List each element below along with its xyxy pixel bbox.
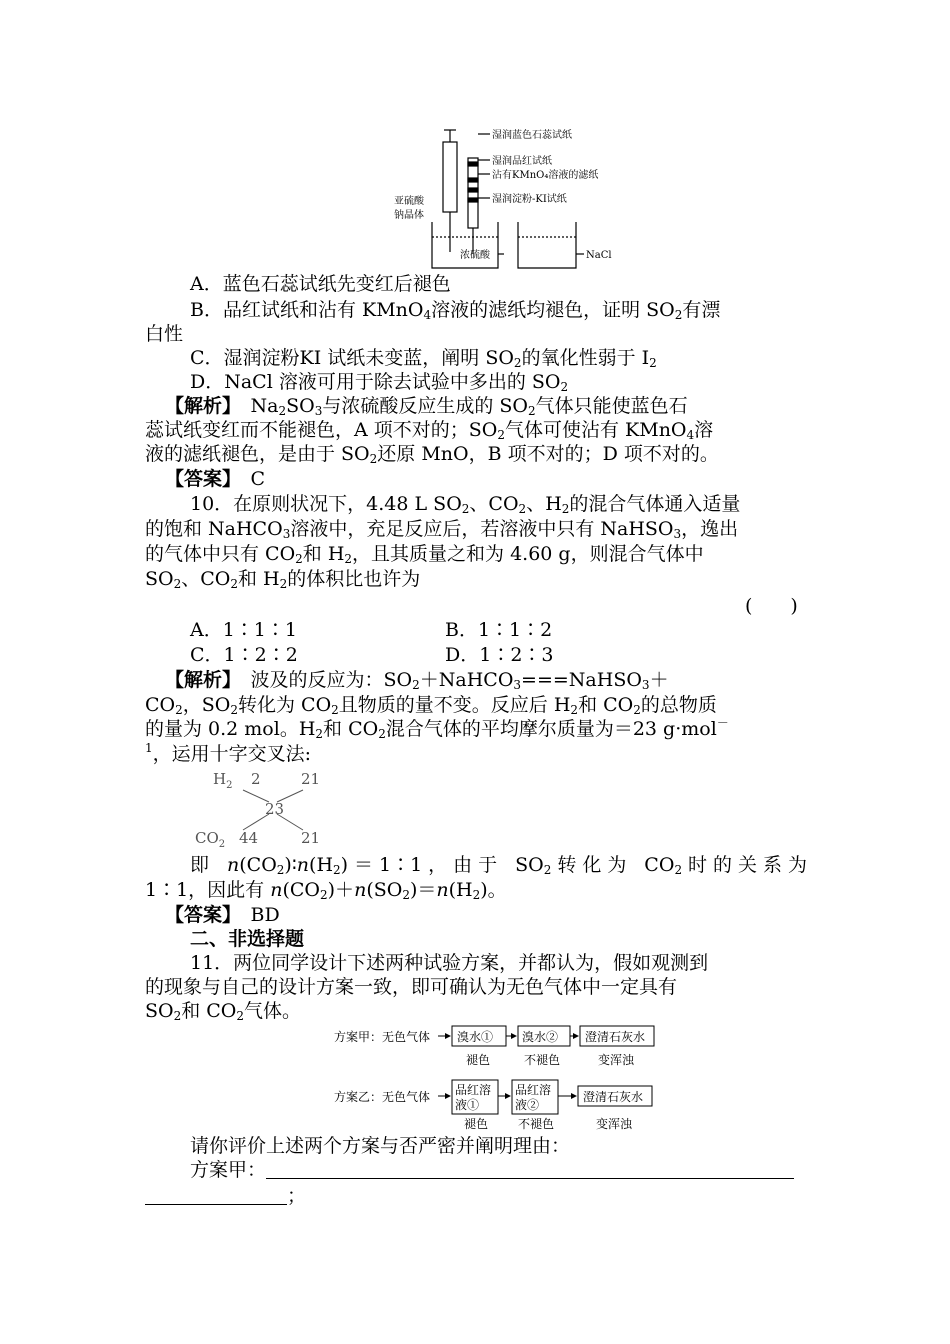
cross-method-diagram — [195, 768, 355, 848]
label-conc-h2so4: 浓硫酸 — [460, 250, 490, 261]
q9-answer: 【答案】 C — [165, 468, 266, 490]
label-sulfite: 亚硫酸 — [394, 196, 424, 207]
q10-stem-3: 的气体中只有 $CO_2$和 $H_2$，且其质量之和为 4.60 g，则混合气体中 — [145, 543, 704, 566]
scheme-b-obs3: 变浑浊 — [596, 1117, 633, 1131]
scheme-flow-diagram — [330, 1022, 660, 1132]
q10-option-d: D．1∶2∶3 — [445, 644, 554, 666]
section-heading-nonchoice: 二、非选择题 — [190, 928, 305, 950]
cross-mid-23: 23 — [265, 800, 285, 818]
q11-stem-1: 11．两位同学设计下述两种试验方案，并都认为，假如观测到 — [190, 952, 709, 974]
cross-co2: $CO_2$ — [195, 829, 226, 848]
q10-explanation-6: 1∶1，因此有 $n(CO_2)+n(SO_2)=n(H_2)$。 — [145, 879, 507, 902]
cross-value-2: 2 — [251, 770, 261, 788]
q11-prompt: 请你评价上述两个方案与否严密并阐明理由： — [190, 1135, 571, 1157]
scheme-b-box1-line2: 液① — [455, 1098, 480, 1112]
q10-stem-1: 10．在原则状况下，4.48 L $SO_2$、$CO_2$、$H_2$的混合气体通入适量 — [190, 493, 741, 516]
q10-explanation-1: 【解析】 波及的反应为：$SO_2+NaHCO_3===NaHSO_3+$ — [165, 669, 669, 692]
q11-stem-3: $SO_2$和 $CO_2$气体。 — [145, 1000, 302, 1023]
label-crystal: 钠晶体 — [394, 210, 424, 221]
scheme-a-box1: 溴水① — [457, 1030, 494, 1044]
scheme-b-obs2: 不褪色 — [518, 1117, 555, 1131]
q9-explanation-3: 液的滤纸褪色，是由于 $SO_2$还原 MnO，B 项不对的；D 项不对的。 — [145, 443, 719, 466]
q10-stem-2: 的饱和 NaHCO$_3$溶液中，充足反应后，若溶液中只有 NaHSO$_3$，逸出 — [145, 518, 739, 541]
q9-option-c: C．湿润淀粉KI 试纸未变蓝，阐明 $SO_2$的氧化性弱于 $I_2$ — [190, 347, 657, 370]
q11-scheme-a-answer-cont: ； — [145, 1184, 807, 1208]
q9-option-d: D．NaCl 溶液可用于除去试验中多出的 $SO_2$ — [190, 371, 569, 394]
q10-explanation-3: 的量为 0.2 mol。$H_2$和 $CO_2$混合气体的平均摩尔质量为＝23 g·mol－ — [145, 716, 729, 741]
q11-scheme-a-answer: 方案甲： — [190, 1158, 807, 1182]
q11-stem-2: 的现象与自己的设计方案一致，即可确认为无色气体中一定具有 — [145, 976, 678, 998]
scheme-b-box3: 澄清石灰水 — [583, 1090, 644, 1104]
label-kmno4-paper: 沾有KMnO₄溶液的滤纸 — [492, 170, 599, 181]
scheme-a-box2: 溴水② — [522, 1030, 559, 1044]
scheme-a-box3: 澄清石灰水 — [585, 1030, 646, 1044]
scheme-b-label: 方案乙：无色气体 — [334, 1090, 431, 1104]
q10-stem-4: $SO_2$、$CO_2$和 $H_2$的体积比也许为 — [145, 568, 421, 591]
scheme-b-obs1: 褪色 — [464, 1117, 489, 1131]
cross-value-21-bottom: 21 — [301, 829, 321, 847]
q10-answer: 【答案】 BD — [165, 904, 280, 926]
answer-blank-line-2[interactable] — [145, 1186, 287, 1205]
q9-explanation-2: 蕊试纸变红而不能褪色，A 项不对的；$SO_2$气体可使沾有 KMnO$_4$溶 — [145, 419, 714, 442]
apparatus-figure — [380, 122, 620, 272]
cross-h2: $H_2$ — [213, 770, 233, 791]
label-pinkred-paper: 湿润品红试纸 — [492, 156, 552, 167]
q9-option-b: B．品红试纸和沾有 KMnO$_4$溶液的滤纸均褪色，证明 $SO_2$有漂 — [190, 299, 721, 322]
label-nacl: NaCl — [586, 250, 612, 261]
scheme-a-label: 方案甲：无色气体 — [334, 1030, 431, 1044]
label-blue-litmus: 湿润蓝色石蕊试纸 — [492, 130, 572, 141]
cross-value-21-top: 21 — [301, 770, 321, 788]
scheme-b-box1-line1: 品红溶 — [455, 1083, 492, 1097]
scheme-a-obs1: 褪色 — [466, 1053, 491, 1067]
q10-option-c: C．1∶2∶2 — [190, 644, 298, 666]
q9-explanation-1: 【解析】 $Na_2SO_3$与浓硫酸反应生成的 $SO_2$气体只能使蓝色石 — [165, 395, 688, 418]
q9-option-b-cont: 白性 — [145, 323, 184, 345]
scheme-b-box2-line2: 液② — [515, 1098, 540, 1112]
label-starch-ki-paper: 湿润淀粉-KI试纸 — [492, 194, 567, 205]
q10-explanation-2: $CO_2$，$SO_2$转化为 $CO_2$且物质的量不变。反应后 $H_2$和 $CO_2$的总物质 — [145, 694, 717, 717]
scheme-a-obs2: 不褪色 — [524, 1053, 561, 1067]
q9-option-a: A．蓝色石蕊试纸先变红后褪色 — [190, 273, 451, 295]
q10-explanation-5: 即 $n(CO_2)∶n(H_2)=1∶1$，由于 $SO_2$转化为 $CO_2$时的关系为 — [190, 854, 807, 877]
scheme-a-obs3: 变浑浊 — [598, 1053, 635, 1067]
q10-option-a: A．1∶1∶1 — [190, 619, 297, 641]
scheme-b-box2-line1: 品红溶 — [515, 1083, 552, 1097]
q10-answer-paren: ( ) — [745, 595, 798, 617]
q10-option-b: B．1∶1∶2 — [445, 619, 553, 641]
q10-explanation-4: $^1$，运用十字交叉法: — [145, 741, 312, 765]
answer-blank-line-1[interactable] — [266, 1160, 794, 1179]
cross-value-44: 44 — [239, 829, 259, 847]
